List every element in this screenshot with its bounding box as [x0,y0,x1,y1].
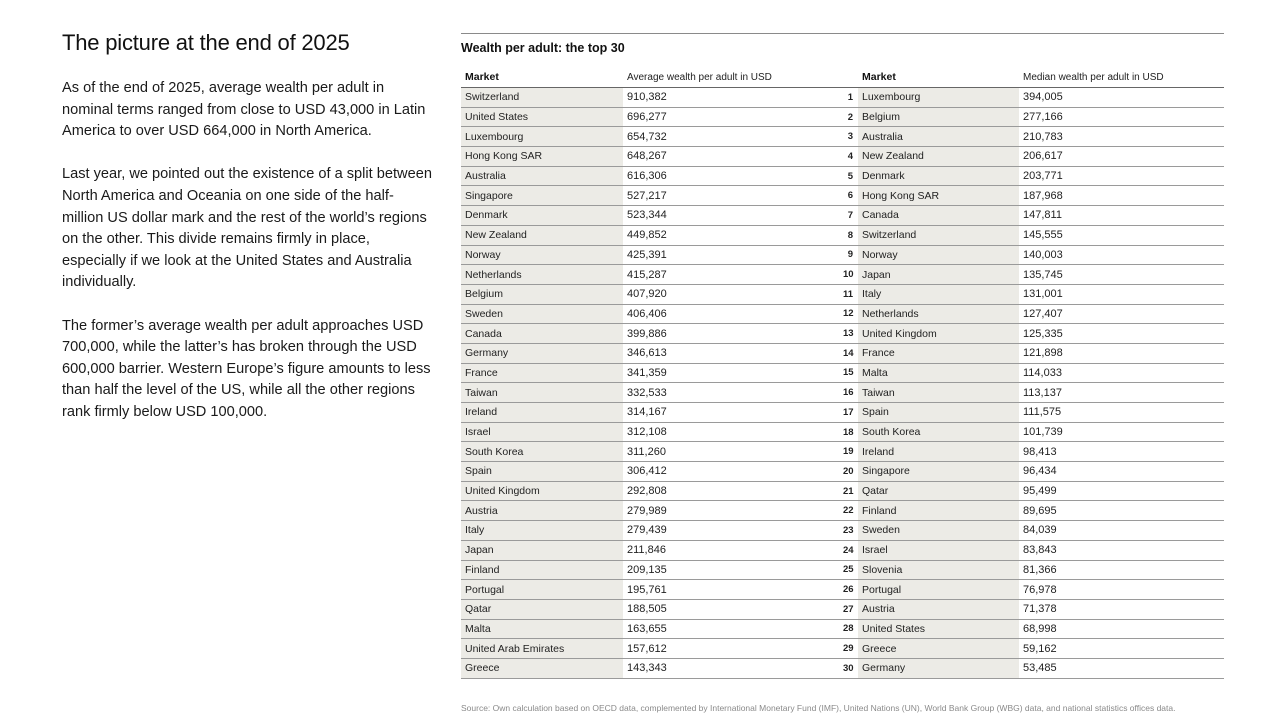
header-market-average: Market [461,67,623,88]
average-value-cell: 314,167 [623,403,843,423]
median-value-cell: 125,335 [1019,324,1224,344]
average-market-cell: Spain [461,462,623,482]
average-value-cell: 188,505 [623,599,843,619]
rank-cell: 25 [843,560,858,580]
median-value-cell: 53,485 [1019,658,1224,678]
rank-cell: 24 [843,540,858,560]
median-value-cell: 135,745 [1019,265,1224,285]
rank-cell: 26 [843,580,858,600]
average-value-cell: 523,344 [623,206,843,226]
table-row [461,304,1224,324]
rank-cell: 5 [843,166,858,186]
median-value-cell: 111,575 [1019,403,1224,423]
median-value-cell: 68,998 [1019,619,1224,639]
rank-cell: 22 [843,501,858,521]
average-market-cell: Denmark [461,206,623,226]
average-market-cell: United Kingdom [461,481,623,501]
median-value-cell: 140,003 [1019,245,1224,265]
rank-cell: 14 [843,343,858,363]
header-rank [843,67,858,88]
paragraph-1: As of the end of 2025, average wealth per adult in nominal terms ranged from close to USD 43,000 in Latin America to over USD 664,000 in North America. [62,80,426,140]
median-value-cell: 83,843 [1019,540,1224,560]
median-value-cell: 95,499 [1019,481,1224,501]
text-column [62,30,434,445]
table-row [461,501,1224,521]
wealth-table [461,67,1224,679]
rank-cell: 29 [843,639,858,659]
table-row [461,422,1224,442]
average-value-cell: 279,439 [623,521,843,541]
median-value-cell: 96,434 [1019,462,1224,482]
table-row [461,186,1224,206]
rank-cell: 17 [843,403,858,423]
average-market-cell: Canada [461,324,623,344]
median-market-cell: Italy [858,284,1019,304]
rank-cell: 9 [843,245,858,265]
median-market-cell: Hong Kong SAR [858,186,1019,206]
average-market-cell: Belgium [461,284,623,304]
average-value-cell: 163,655 [623,619,843,639]
median-value-cell: 121,898 [1019,343,1224,363]
median-value-cell: 145,555 [1019,225,1224,245]
average-value-cell: 311,260 [623,442,843,462]
median-market-cell: United States [858,619,1019,639]
average-market-cell: Malta [461,619,623,639]
median-market-cell: Ireland [858,442,1019,462]
average-value-cell: 332,533 [623,383,843,403]
table-row [461,442,1224,462]
rank-cell: 8 [843,225,858,245]
average-market-cell: United Arab Emirates [461,639,623,659]
median-market-cell: Singapore [858,462,1019,482]
average-value-cell: 211,846 [623,540,843,560]
average-market-cell: Hong Kong SAR [461,147,623,167]
table-row [461,599,1224,619]
median-value-cell: 84,039 [1019,521,1224,541]
table-row [461,462,1224,482]
paragraph-2: Last year, we pointed out the existence of a split between North America and Oceania on one side of the half-million US dollar mark and the rest of the world’s regions on the other. This divide remains firmly in place, especially if we look at the United States and Australia individually. [62,166,432,291]
table-row [461,206,1224,226]
table-row [461,580,1224,600]
rank-cell: 27 [843,599,858,619]
table-row [461,363,1224,383]
median-value-cell: 113,137 [1019,383,1224,403]
median-market-cell: Qatar [858,481,1019,501]
median-market-cell: Spain [858,403,1019,423]
average-market-cell: New Zealand [461,225,623,245]
rank-cell: 28 [843,619,858,639]
median-value-cell: 187,968 [1019,186,1224,206]
rank-cell: 4 [843,147,858,167]
table-row [461,619,1224,639]
table-row [461,383,1224,403]
rank-cell: 10 [843,265,858,285]
average-market-cell: France [461,363,623,383]
table-row [461,245,1224,265]
average-value-cell: 527,217 [623,186,843,206]
median-market-cell: Japan [858,265,1019,285]
median-market-cell: Greece [858,639,1019,659]
average-market-cell: Finland [461,560,623,580]
table-row [461,343,1224,363]
average-market-cell: Israel [461,422,623,442]
average-value-cell: 292,808 [623,481,843,501]
average-market-cell: Ireland [461,403,623,423]
average-value-cell: 910,382 [623,88,843,108]
median-market-cell: France [858,343,1019,363]
average-market-cell: Sweden [461,304,623,324]
average-value-cell: 648,267 [623,147,843,167]
median-value-cell: 76,978 [1019,580,1224,600]
median-market-cell: Luxembourg [858,88,1019,108]
average-market-cell: South Korea [461,442,623,462]
header-average-wealth: Average wealth per adult in USD [623,67,843,88]
rank-cell: 23 [843,521,858,541]
rank-cell: 21 [843,481,858,501]
average-value-cell: 406,406 [623,304,843,324]
median-value-cell: 114,033 [1019,363,1224,383]
median-market-cell: Australia [858,127,1019,147]
median-value-cell: 127,407 [1019,304,1224,324]
rank-cell: 1 [843,88,858,108]
average-market-cell: Italy [461,521,623,541]
average-market-cell: Greece [461,658,623,678]
median-market-cell: Israel [858,540,1019,560]
rank-cell: 16 [843,383,858,403]
median-value-cell: 147,811 [1019,206,1224,226]
average-market-cell: Taiwan [461,383,623,403]
table-row [461,166,1224,186]
median-market-cell: Germany [858,658,1019,678]
median-market-cell: Canada [858,206,1019,226]
header-market-median: Market [858,67,1019,88]
average-value-cell: 341,359 [623,363,843,383]
average-market-cell: Australia [461,166,623,186]
average-value-cell: 425,391 [623,245,843,265]
average-value-cell: 696,277 [623,107,843,127]
table-body [461,88,1224,679]
table-header-row [461,67,1224,88]
average-market-cell: Luxembourg [461,127,623,147]
median-value-cell: 98,413 [1019,442,1224,462]
rank-cell: 11 [843,284,858,304]
rank-cell: 30 [843,658,858,678]
rank-cell: 12 [843,304,858,324]
table-row [461,127,1224,147]
average-value-cell: 306,412 [623,462,843,482]
average-market-cell: Germany [461,343,623,363]
median-value-cell: 81,366 [1019,560,1224,580]
table-row [461,225,1224,245]
table-row [461,639,1224,659]
average-value-cell: 143,343 [623,658,843,678]
table-row [461,521,1224,541]
average-market-cell: Qatar [461,599,623,619]
table-title: Wealth per adult: the top 30 [461,41,625,55]
table-row [461,560,1224,580]
average-value-cell: 616,306 [623,166,843,186]
average-market-cell: Singapore [461,186,623,206]
median-market-cell: Malta [858,363,1019,383]
median-value-cell: 71,378 [1019,599,1224,619]
source-note: Source: Own calculation based on OECD data, complemented by International Monetary Fund (IMF), United Nations (UN), World Bank Group (WBG) data, and national statistics offices data. [461,703,1176,713]
table-row [461,88,1224,108]
median-value-cell: 277,166 [1019,107,1224,127]
table-row [461,265,1224,285]
median-market-cell: Slovenia [858,560,1019,580]
average-value-cell: 209,135 [623,560,843,580]
rank-cell: 19 [843,442,858,462]
average-value-cell: 407,920 [623,284,843,304]
average-market-cell: Netherlands [461,265,623,285]
median-market-cell: Norway [858,245,1019,265]
average-value-cell: 654,732 [623,127,843,147]
median-market-cell: Belgium [858,107,1019,127]
average-market-cell: United States [461,107,623,127]
median-value-cell: 101,739 [1019,422,1224,442]
table-row [461,324,1224,344]
rank-cell: 7 [843,206,858,226]
table-row [461,481,1224,501]
median-value-cell: 394,005 [1019,88,1224,108]
average-value-cell: 449,852 [623,225,843,245]
median-market-cell: Austria [858,599,1019,619]
table-row [461,540,1224,560]
median-market-cell: Sweden [858,521,1019,541]
median-market-cell: Switzerland [858,225,1019,245]
median-value-cell: 210,783 [1019,127,1224,147]
median-market-cell: Denmark [858,166,1019,186]
rank-cell: 20 [843,462,858,482]
average-value-cell: 312,108 [623,422,843,442]
rank-cell: 15 [843,363,858,383]
table-row [461,107,1224,127]
average-market-cell: Norway [461,245,623,265]
average-value-cell: 415,287 [623,265,843,285]
rank-cell: 6 [843,186,858,206]
median-market-cell: Finland [858,501,1019,521]
paragraph-3: The former’s average wealth per adult approaches USD 700,000, while the latter’s has broken through the USD 600,000 barrier. Western Europe’s figure amounts to less than half the level of the US, while all the other regions rank firmly below USD 100,000. [62,317,431,420]
rank-cell: 2 [843,107,858,127]
page-title: The picture at the end of 2025 [62,30,350,55]
median-market-cell: Taiwan [858,383,1019,403]
average-value-cell: 157,612 [623,639,843,659]
average-market-cell: Austria [461,501,623,521]
median-value-cell: 59,162 [1019,639,1224,659]
average-value-cell: 279,989 [623,501,843,521]
average-market-cell: Switzerland [461,88,623,108]
median-market-cell: Netherlands [858,304,1019,324]
average-market-cell: Japan [461,540,623,560]
median-value-cell: 131,001 [1019,284,1224,304]
average-value-cell: 399,886 [623,324,843,344]
median-market-cell: United Kingdom [858,324,1019,344]
header-median-wealth: Median wealth per adult in USD [1019,67,1224,88]
table-row [461,284,1224,304]
table-row [461,403,1224,423]
table-row [461,658,1224,678]
average-market-cell: Portugal [461,580,623,600]
median-value-cell: 206,617 [1019,147,1224,167]
rank-cell: 18 [843,422,858,442]
median-market-cell: South Korea [858,422,1019,442]
wealth-table-section [461,33,1224,679]
median-market-cell: Portugal [858,580,1019,600]
median-market-cell: New Zealand [858,147,1019,167]
rank-cell: 3 [843,127,858,147]
median-value-cell: 203,771 [1019,166,1224,186]
median-value-cell: 89,695 [1019,501,1224,521]
rank-cell: 13 [843,324,858,344]
table-row [461,147,1224,167]
average-value-cell: 346,613 [623,343,843,363]
average-value-cell: 195,761 [623,580,843,600]
